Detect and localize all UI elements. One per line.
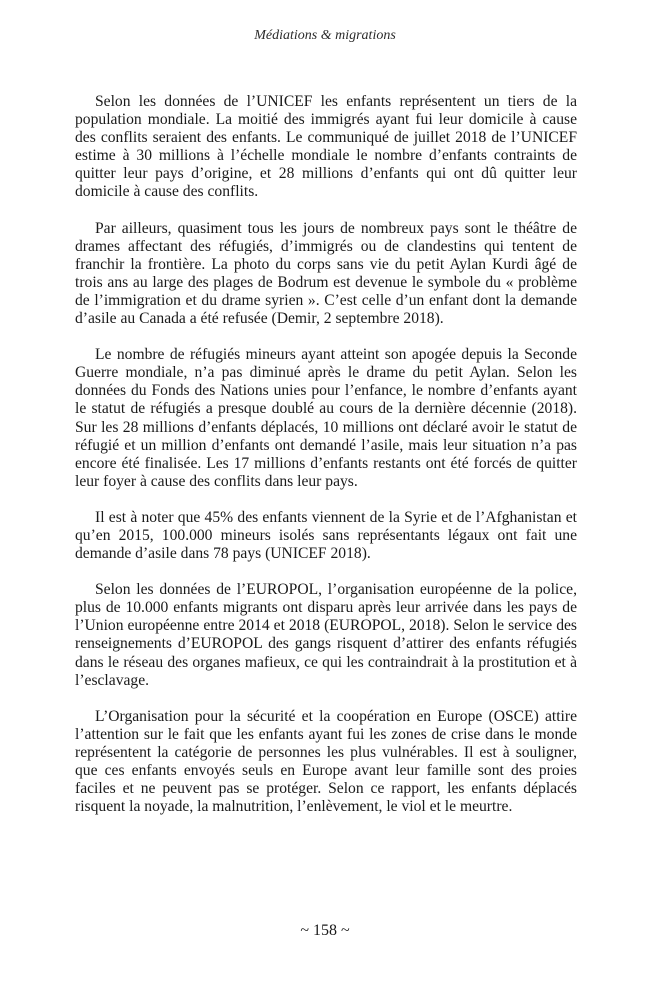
body-text xyxy=(75,93,577,834)
paragraph-unicef-children: Selon les données de l’UNICEF les enfants représentent un tiers de la population mondiale. La moitié des immigrés ayant fui leur domicile à cause des conflits seraient des enfants. Le communiqué de juillet 2018 de l’UNICEF estime à 30 millions à l’échelle mondiale le nombre d’enfants contraints de quitter leur pays d’origine, et 28 millions d’enfants qui ont dû quitter leur domicile à cause des conflits. xyxy=(75,93,577,201)
page-number: ~ 158 ~ xyxy=(300,922,350,939)
paragraph-europol: Selon les données de l’EUROPOL, l’organisation européenne de la police, plus de 10.000 enfants migrants ont disparu après leur arrivée dans les pays de l’Union européenne entre 2014 et 2018 (EUROPOL, 2018). Selon le service des renseignements d’EUROPOL des gangs risquent d’attirer des enfants réfugiés dans le réseau des organes mafieux, ce qui les contraindrait à la prostitution et à l’esclavage. xyxy=(75,581,577,689)
paragraph-syria-afghanistan: Il est à noter que 45% des enfants viennent de la Syrie et de l’Afghanistan et qu’en 2015, 100.000 mineurs isolés sans représentants légaux ont fait une demande d’asile dans 78 pays (UNICEF 2018). xyxy=(75,508,577,563)
paragraph-aylan-kurdi: Par ailleurs, quasiment tous les jours de nombreux pays sont le théâtre de drames affectant des réfugiés, d’immigrés ou de clandestins qui tentent de franchir la frontière. La photo du corps sans vie du petit Aylan Kurdi âgé de trois ans au large des plages de Bodrum est devenue le symbole du « problème de l’immigration et du drame syrien ». C’est celle d’un enfant dont la demande d’asile au Canada a été refusée (Demir, 2 septembre 2018). xyxy=(75,219,577,328)
paragraph-refugee-minors: Le nombre de réfugiés mineurs ayant atteint son apogée depuis la Seconde Guerre mondiale, n’a pas diminué après le drame du petit Aylan. Selon les données du Fonds des Nations unies pour l’enfance, le nombre d’enfants ayant le statut de réfugiés a presque doublé au cours de la dernière décennie (2018). Sur les 28 millions d’enfants déplacés, 10 millions ont déclaré avoir le statut de réfugié et un million d’enfants ont demandé l’asile, mais leur situation n’a pas encore été finalisée. Les 17 millions d’enfants restants ont été forcés de quitter leur foyer à cause des conflits dans leur pays. xyxy=(75,346,577,490)
paragraph-osce: L’Organisation pour la sécurité et la coopération en Europe (OSCE) attire l’attention sur le fait que les enfants ayant fui les zones de crise dans le monde représentent la catégorie de personnes les plus vulnérables. Il est à souligner, que ces enfants envoyés seuls en Europe avant leur famille sont des proies faciles et ne peuvent pas se protéger. Selon ce rapport, les enfants déplacés risquent la noyade, la malnutrition, l’enlèvement, le viol et le meurtre. xyxy=(75,707,577,816)
running-head-title: Médiations & migrations xyxy=(254,28,396,43)
